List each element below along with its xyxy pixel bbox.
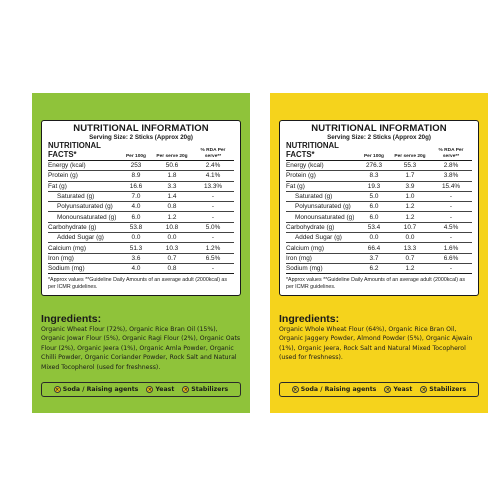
nutrition-rows xyxy=(48,161,234,274)
row-name: Polyunsaturated (g) xyxy=(57,203,113,211)
badge-stabilizers xyxy=(182,386,228,393)
facts-label: NUTRITIONAL FACTS* xyxy=(286,141,339,159)
col-per-100g: Per 100g xyxy=(125,153,146,159)
badge-label: Soda / Raising agents xyxy=(62,386,139,393)
badge-label: Stabilizers xyxy=(429,386,467,393)
nutrition-table-header xyxy=(48,142,234,161)
row-per-serve: 13.3 xyxy=(403,244,417,252)
nutrition-title: NUTRITIONAL INFORMATION xyxy=(311,123,447,134)
row-name: Protein (g) xyxy=(286,172,316,180)
row-rda: - xyxy=(211,234,215,242)
row-name: Calcium (mg) xyxy=(48,244,86,252)
col-per-100g: Per 100g xyxy=(363,153,384,159)
row-per-serve: 0.7 xyxy=(167,254,177,262)
row-name: Energy (kcal) xyxy=(286,162,324,170)
cross-circle-icon: × xyxy=(385,387,390,393)
ingredients-title: Ingredients: xyxy=(41,313,102,325)
row-name: Calcium (mg) xyxy=(286,244,324,252)
row-per-serve: 1.2 xyxy=(405,213,415,221)
row-per-100g: 3.7 xyxy=(369,254,379,262)
nutrition-label xyxy=(41,120,241,296)
row-name: Monounsaturated (g) xyxy=(295,213,355,221)
nutrition-footnote: *Approx values **Guideline Daily Amounts of an average adult (2000kcal) as per ICMR guidelines. xyxy=(286,277,466,290)
badge-soda xyxy=(292,386,377,393)
row-per-serve: 10.3 xyxy=(165,244,179,252)
row-rda: - xyxy=(449,213,453,221)
row-per-serve: 1.4 xyxy=(167,193,177,201)
badge-yeast xyxy=(384,386,412,393)
row-rda: 15.4% xyxy=(441,182,461,190)
table-row xyxy=(48,264,234,274)
facts-label: NUTRITIONAL FACTS* xyxy=(48,141,101,159)
row-name: Carbohydrate (g) xyxy=(48,223,97,231)
col-rda: % RDA Per serve** xyxy=(200,148,226,159)
table-row xyxy=(286,202,472,212)
row-per-100g: 5.0 xyxy=(369,193,379,201)
row-per-serve: 0.7 xyxy=(405,254,415,262)
row-rda: 1.2% xyxy=(205,244,221,252)
row-name: Added Sugar (g) xyxy=(57,234,104,242)
row-name: Monounsaturated (g) xyxy=(57,213,117,221)
table-row xyxy=(286,254,472,264)
nutrition-rows xyxy=(286,161,472,274)
table-row xyxy=(48,212,234,222)
table-row xyxy=(48,192,234,202)
serving-size: Serving Size: 2 Sticks (Approx 20g) xyxy=(327,134,431,141)
table-row xyxy=(48,243,234,253)
table-row xyxy=(286,243,472,253)
free-from-badges xyxy=(279,382,479,397)
row-per-serve: 1.8 xyxy=(167,172,177,180)
row-per-100g: 0.0 xyxy=(369,234,379,242)
row-per-100g: 66.4 xyxy=(367,244,381,252)
row-rda: 5.0% xyxy=(205,223,221,231)
nutrition-footnote: *Approx values **Guideline Daily Amounts of an average adult (2000kcal) as per ICMR guidelines. xyxy=(48,277,228,290)
green-nutrition-panel xyxy=(32,93,250,413)
table-row xyxy=(48,233,234,243)
nutrition-title: NUTRITIONAL INFORMATION xyxy=(73,123,209,134)
row-name: Protein (g) xyxy=(48,172,78,180)
row-per-serve: 3.3 xyxy=(167,182,177,190)
badge-yeast xyxy=(146,386,174,393)
row-per-100g: 53.8 xyxy=(129,223,143,231)
col-per-serve: Per serve 20g xyxy=(156,153,188,159)
row-per-100g: 6.0 xyxy=(369,213,379,221)
row-per-100g: 253 xyxy=(130,162,142,170)
badge-stabilizers xyxy=(420,386,466,393)
table-row xyxy=(286,223,472,233)
row-per-serve: 50.6 xyxy=(165,162,179,170)
ingredients-text: Organic Whole Wheat Flour (64%), Organic Rice Bran Oil, Organic Jaggery Powder, Almond Powder (5%), Organic Ajwain (1%), Organic Jeera, Rock Salt and Natural Mixed Tocopherol (used for freshness). xyxy=(279,326,473,362)
row-per-100g: 51.3 xyxy=(129,244,143,252)
row-per-serve: 1.7 xyxy=(405,172,415,180)
cross-circle-icon: × xyxy=(421,387,426,393)
row-name: Fat (g) xyxy=(48,182,67,190)
row-rda: - xyxy=(211,265,215,273)
row-rda: 6.5% xyxy=(205,254,221,262)
badge-label: Soda / Raising agents xyxy=(300,386,377,393)
row-rda: - xyxy=(211,203,215,211)
ingredients-text: Organic Wheat Flour (72%), Organic Rice Bran Oil (15%), Organic Jowar Flour (5%), Organic Ragi Flour (2%), Organic Oats Flour (2%), Organic Jeera (1%), Organic Amla Powder, Organic Chilli Powder, Organic Coriander Powder, Rock Salt and Natural Mixed Tocopherol (used for freshness). xyxy=(41,326,241,371)
col-per-serve: Per serve 20g xyxy=(394,153,426,159)
row-per-serve: 0.8 xyxy=(167,203,177,211)
row-rda: - xyxy=(449,265,453,273)
row-name: Polyunsaturated (g) xyxy=(295,203,351,211)
table-row xyxy=(286,233,472,243)
row-per-serve: 0.8 xyxy=(167,265,177,273)
row-per-100g: 276.3 xyxy=(366,162,382,170)
row-per-serve: 0.0 xyxy=(167,234,177,242)
table-row xyxy=(48,171,234,181)
row-per-serve: 1.2 xyxy=(405,203,415,211)
row-per-100g: 4.0 xyxy=(131,265,141,273)
row-per-serve: 1.0 xyxy=(405,193,415,201)
row-name: Saturated (g) xyxy=(57,193,95,201)
row-rda: 6.6% xyxy=(443,254,459,262)
table-row xyxy=(286,212,472,222)
row-per-100g: 0.0 xyxy=(131,234,141,242)
table-row xyxy=(48,254,234,264)
nutrition-table-header xyxy=(286,142,472,161)
row-per-100g: 4.0 xyxy=(131,203,141,211)
free-from-badges xyxy=(41,382,241,397)
row-name: Fat (g) xyxy=(286,182,305,190)
cross-circle-icon: × xyxy=(55,387,60,393)
row-rda: 4.1% xyxy=(205,172,221,180)
cross-circle-icon: × xyxy=(147,387,152,393)
row-rda: - xyxy=(449,234,453,242)
badge-label: Stabilizers xyxy=(191,386,229,393)
badge-label: Yeast xyxy=(393,386,413,393)
row-name: Iron (mg) xyxy=(286,254,312,262)
row-name: Carbohydrate (g) xyxy=(286,223,335,231)
table-row xyxy=(48,182,234,192)
row-name: Iron (mg) xyxy=(48,254,74,262)
row-per-100g: 7.0 xyxy=(131,193,141,201)
table-row xyxy=(286,161,472,171)
row-name: Energy (kcal) xyxy=(48,162,86,170)
row-name: Sodium (mg) xyxy=(286,265,323,273)
col-rda: % RDA Per serve** xyxy=(438,148,464,159)
row-per-serve: 55.3 xyxy=(403,162,417,170)
table-row xyxy=(286,192,472,202)
row-per-100g: 16.6 xyxy=(129,182,143,190)
yellow-nutrition-panel xyxy=(270,93,488,413)
row-per-serve: 1.2 xyxy=(405,265,415,273)
ingredients-title: Ingredients: xyxy=(279,313,340,325)
badge-label: Yeast xyxy=(155,386,175,393)
row-rda: 4.5% xyxy=(443,223,459,231)
row-rda: 2.8% xyxy=(443,162,459,170)
table-row xyxy=(286,264,472,274)
row-rda: - xyxy=(449,203,453,211)
nutrition-label xyxy=(279,120,479,296)
row-rda: - xyxy=(211,193,215,201)
row-name: Added Sugar (g) xyxy=(295,234,342,242)
table-row xyxy=(286,182,472,192)
row-name: Saturated (g) xyxy=(295,193,333,201)
cross-circle-icon: × xyxy=(183,387,188,393)
row-rda: - xyxy=(211,213,215,221)
row-rda: 1.6% xyxy=(443,244,459,252)
row-per-serve: 1.2 xyxy=(167,213,177,221)
row-per-serve: 3.9 xyxy=(405,182,415,190)
row-per-serve: 10.8 xyxy=(165,223,179,231)
row-rda: - xyxy=(449,193,453,201)
row-rda: 2.4% xyxy=(205,162,221,170)
row-per-serve: 0.0 xyxy=(405,234,415,242)
row-per-100g: 6.2 xyxy=(369,265,379,273)
table-row xyxy=(286,171,472,181)
badge-soda xyxy=(54,386,139,393)
row-per-serve: 10.7 xyxy=(403,223,417,231)
cross-circle-icon: × xyxy=(293,387,298,393)
table-row xyxy=(48,223,234,233)
row-name: Sodium (mg) xyxy=(48,265,85,273)
table-row xyxy=(48,161,234,171)
row-per-100g: 6.0 xyxy=(369,203,379,211)
table-row xyxy=(48,202,234,212)
row-per-100g: 53.4 xyxy=(367,223,381,231)
row-rda: 3.8% xyxy=(443,172,459,180)
row-per-100g: 8.9 xyxy=(131,172,141,180)
row-per-100g: 8.3 xyxy=(369,172,379,180)
row-per-100g: 19.3 xyxy=(367,182,381,190)
row-rda: 13.3% xyxy=(203,182,223,190)
row-per-100g: 3.6 xyxy=(131,254,141,262)
serving-size: Serving Size: 2 Sticks (Approx 20g) xyxy=(89,134,193,141)
row-per-100g: 6.0 xyxy=(131,213,141,221)
